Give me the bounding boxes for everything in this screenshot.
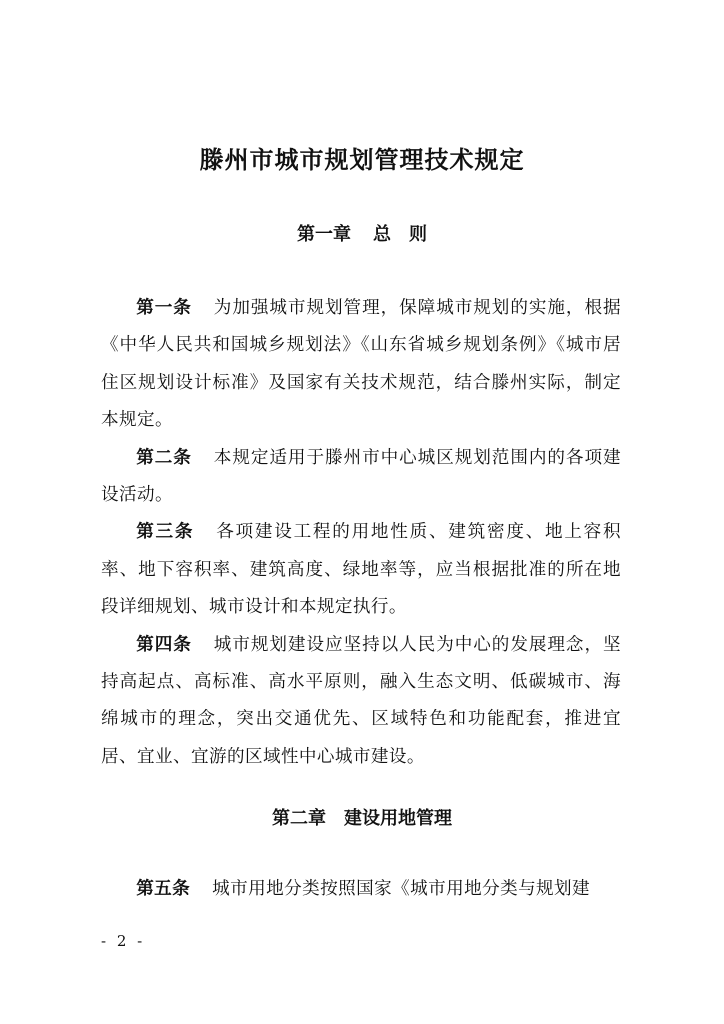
article-2-text: 本规定适用于滕州市中心城区规划范围内的各项建设活动。: [101, 447, 621, 506]
document-title: 滕州市城市规划管理技术规定: [199, 145, 525, 174]
page-number: - 2 -: [101, 932, 146, 950]
article-1-text: 为加强城市规划管理，保障城市规划的实施，根据《中华人民共和国城乡规划法》《山东省城乡规划条例》《城市居住区规划设计标准》及国家有关技术规范，结合滕州实际，制定本规定。: [101, 298, 621, 431]
article-5: [101, 871, 621, 908]
article-3-label: 第三条: [136, 522, 195, 543]
chapter-1-name: 总 则: [373, 224, 427, 245]
article-3: [101, 514, 621, 626]
chapter-2-label: 第二章: [272, 808, 326, 829]
article-3-text: 各项建设工程的用地性质、建筑密度、地上容积率、地下容积率、建筑高度、绿地率等，应当根据批准的所在地段详细规划、城市设计和本规定执行。: [101, 522, 622, 618]
article-1: [101, 290, 621, 440]
article-4-text: 城市规划建设应坚持以人民为中心的发展理念，坚持高起点、高标准、高水平原则，融入生态文明、低碳城市、海绵城市的理念，突出交通优先、区域特色和功能配套，推进宜居、宜业、宜游的区域性中心城市建设。: [101, 634, 621, 767]
chapter-2-heading: [0, 805, 724, 833]
chapter-1-heading: [0, 221, 724, 249]
article-1-label: 第一条: [136, 298, 192, 318]
article-4-label: 第四条: [136, 634, 192, 655]
article-2: [101, 440, 621, 515]
article-2-label: 第二条: [136, 447, 192, 468]
chapter-1-articles: [101, 290, 621, 776]
article-5-label: 第五条: [136, 879, 191, 899]
chapter-2-articles: [101, 871, 621, 908]
chapter-2-name: 建设用地管理: [344, 808, 452, 829]
article-4: [101, 627, 621, 777]
chapter-1-label: 第一章: [297, 224, 351, 245]
article-5-text: 城市用地分类按照国家《城市用地分类与规划建: [212, 879, 591, 899]
